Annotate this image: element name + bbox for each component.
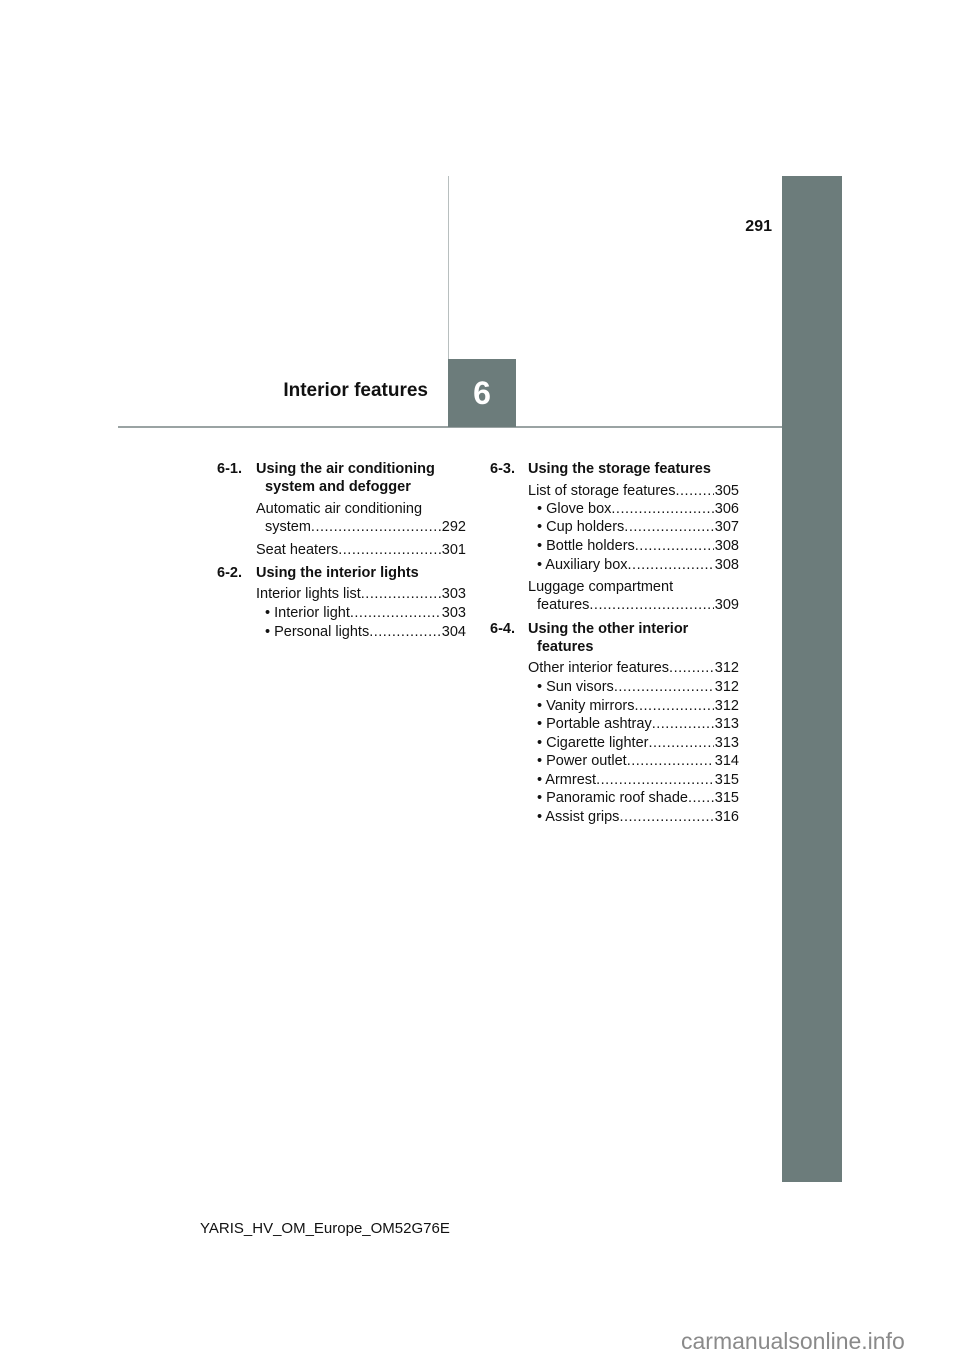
dot-leader bbox=[611, 500, 713, 519]
section-title-text: Using the storage features bbox=[528, 460, 711, 477]
toc-entry[interactable] bbox=[537, 808, 739, 827]
dot-leader bbox=[614, 678, 714, 697]
toc-entry[interactable] bbox=[537, 771, 739, 790]
toc-entry[interactable] bbox=[528, 659, 739, 678]
toc-page-number: 304 bbox=[441, 623, 466, 640]
toc-entry[interactable] bbox=[537, 789, 739, 808]
toc-entry-label: • Glove box bbox=[537, 500, 612, 517]
dot-leader bbox=[619, 808, 713, 827]
toc-entry[interactable] bbox=[528, 482, 739, 501]
document-id: YARIS_HV_OM_Europe_OM52G76E bbox=[200, 1220, 450, 1237]
toc-page-number: 303 bbox=[441, 585, 466, 602]
toc-page-number: 314 bbox=[714, 752, 739, 769]
toc-page-number: 301 bbox=[441, 541, 466, 558]
toc-page-number: 313 bbox=[714, 734, 739, 751]
section-title bbox=[265, 478, 466, 497]
toc-entry-label: • Assist grips bbox=[537, 808, 620, 825]
toc-entry[interactable] bbox=[537, 715, 739, 734]
section-number: 6-2. bbox=[217, 564, 242, 581]
dot-leader bbox=[596, 771, 714, 790]
dot-leader bbox=[369, 623, 441, 642]
dot-leader bbox=[634, 697, 713, 716]
toc-entry[interactable] bbox=[537, 537, 739, 556]
toc-page-number: 292 bbox=[441, 518, 466, 535]
toc-entry-label: • Armrest bbox=[537, 771, 597, 788]
section-title bbox=[256, 564, 466, 583]
section-title-text: Using the air conditioning bbox=[256, 460, 435, 477]
toc-entry[interactable] bbox=[537, 556, 739, 575]
dot-leader bbox=[669, 659, 714, 678]
toc-page-number: 312 bbox=[714, 678, 739, 695]
toc-entry-label: List of storage features bbox=[528, 482, 676, 499]
dot-leader bbox=[628, 556, 714, 575]
toc-entry-label: • Auxiliary box bbox=[537, 556, 628, 573]
dot-leader bbox=[350, 604, 441, 623]
dot-leader bbox=[338, 541, 441, 560]
section-title bbox=[256, 460, 466, 479]
dot-leader bbox=[589, 596, 713, 615]
toc-page-number: 312 bbox=[714, 697, 739, 714]
toc-entry-label: Seat heaters bbox=[256, 541, 339, 558]
toc-entry-label: features bbox=[537, 596, 590, 613]
toc-entry[interactable] bbox=[265, 518, 466, 537]
toc-entry-label: system bbox=[265, 518, 311, 535]
toc-page-number: 315 bbox=[714, 771, 739, 788]
section-title bbox=[537, 638, 739, 657]
section-number: 6-3. bbox=[490, 460, 515, 477]
chapter-title: Interior features bbox=[283, 380, 428, 401]
toc-page-number: 308 bbox=[714, 537, 739, 554]
toc-page-number: 315 bbox=[714, 789, 739, 806]
toc-page-number: 308 bbox=[714, 556, 739, 573]
dot-leader bbox=[635, 537, 714, 556]
toc-entry-label: • Portable ashtray bbox=[537, 715, 652, 732]
dot-leader bbox=[688, 789, 714, 808]
dot-leader bbox=[627, 752, 714, 771]
toc-entry[interactable] bbox=[537, 596, 739, 615]
toc-page-number: 303 bbox=[441, 604, 466, 621]
toc-entry-label: • Sun visors bbox=[537, 678, 614, 695]
section-number: 6-4. bbox=[490, 620, 515, 637]
toc-entry-label: • Interior light bbox=[265, 604, 350, 621]
toc-entry-label: • Personal lights bbox=[265, 623, 370, 640]
toc-entry-label: • Power outlet bbox=[537, 752, 627, 769]
toc-page-number: 312 bbox=[714, 659, 739, 676]
toc-page-number: 305 bbox=[714, 482, 739, 499]
page-number: 291 bbox=[745, 218, 772, 235]
toc-entry[interactable] bbox=[256, 585, 466, 604]
toc-entry-label: • Cup holders bbox=[537, 518, 625, 535]
toc-page-number: 307 bbox=[714, 518, 739, 535]
toc-entry-label: • Bottle holders bbox=[537, 537, 635, 554]
chapter-sidebar-tab bbox=[782, 176, 842, 1182]
toc-entry-label: Interior lights list bbox=[256, 585, 361, 602]
toc-entry-label: Other interior features bbox=[528, 659, 670, 676]
toc-entry-label: • Cigarette lighter bbox=[537, 734, 649, 751]
dot-leader bbox=[648, 734, 713, 753]
toc-page-number: 306 bbox=[714, 500, 739, 517]
section-title-text: Using the other interior bbox=[528, 620, 689, 637]
toc-entry[interactable] bbox=[528, 578, 739, 597]
toc-entry[interactable] bbox=[265, 604, 466, 623]
chapter-number: 6 bbox=[473, 374, 491, 411]
toc-entry[interactable] bbox=[537, 752, 739, 771]
toc-entry[interactable] bbox=[537, 500, 739, 519]
toc-entry[interactable] bbox=[537, 678, 739, 697]
toc-entry[interactable] bbox=[265, 623, 466, 642]
chapter-number-box bbox=[448, 359, 516, 427]
dot-leader bbox=[624, 518, 714, 537]
toc-page-number: 313 bbox=[714, 715, 739, 732]
toc-entry[interactable] bbox=[537, 697, 739, 716]
toc-entry[interactable] bbox=[256, 541, 466, 560]
dot-leader bbox=[676, 482, 714, 501]
dot-leader bbox=[311, 518, 441, 537]
section-title bbox=[528, 460, 739, 479]
toc-entry-label: • Vanity mirrors bbox=[537, 697, 635, 714]
section-number: 6-1. bbox=[217, 460, 242, 477]
section-title bbox=[528, 620, 739, 639]
section-title-text: features bbox=[537, 638, 594, 655]
section-title-text: system and defogger bbox=[265, 478, 411, 495]
watermark: carmanualsonline.info bbox=[681, 1328, 905, 1354]
toc-entry-label: Luggage compartment bbox=[528, 578, 674, 595]
toc-page-number: 309 bbox=[714, 596, 739, 613]
toc-entry[interactable] bbox=[256, 500, 466, 519]
toc-page-number: 316 bbox=[714, 808, 739, 825]
toc-entry[interactable] bbox=[537, 734, 739, 753]
toc-entry[interactable] bbox=[537, 518, 739, 537]
section-title-text: Using the interior lights bbox=[256, 564, 419, 581]
toc-entry-label: • Panoramic roof shade bbox=[537, 789, 688, 806]
dot-leader bbox=[361, 585, 441, 604]
vertical-divider bbox=[448, 176, 449, 359]
dot-leader bbox=[652, 715, 714, 734]
toc-entry-label: Automatic air conditioning bbox=[256, 500, 423, 517]
